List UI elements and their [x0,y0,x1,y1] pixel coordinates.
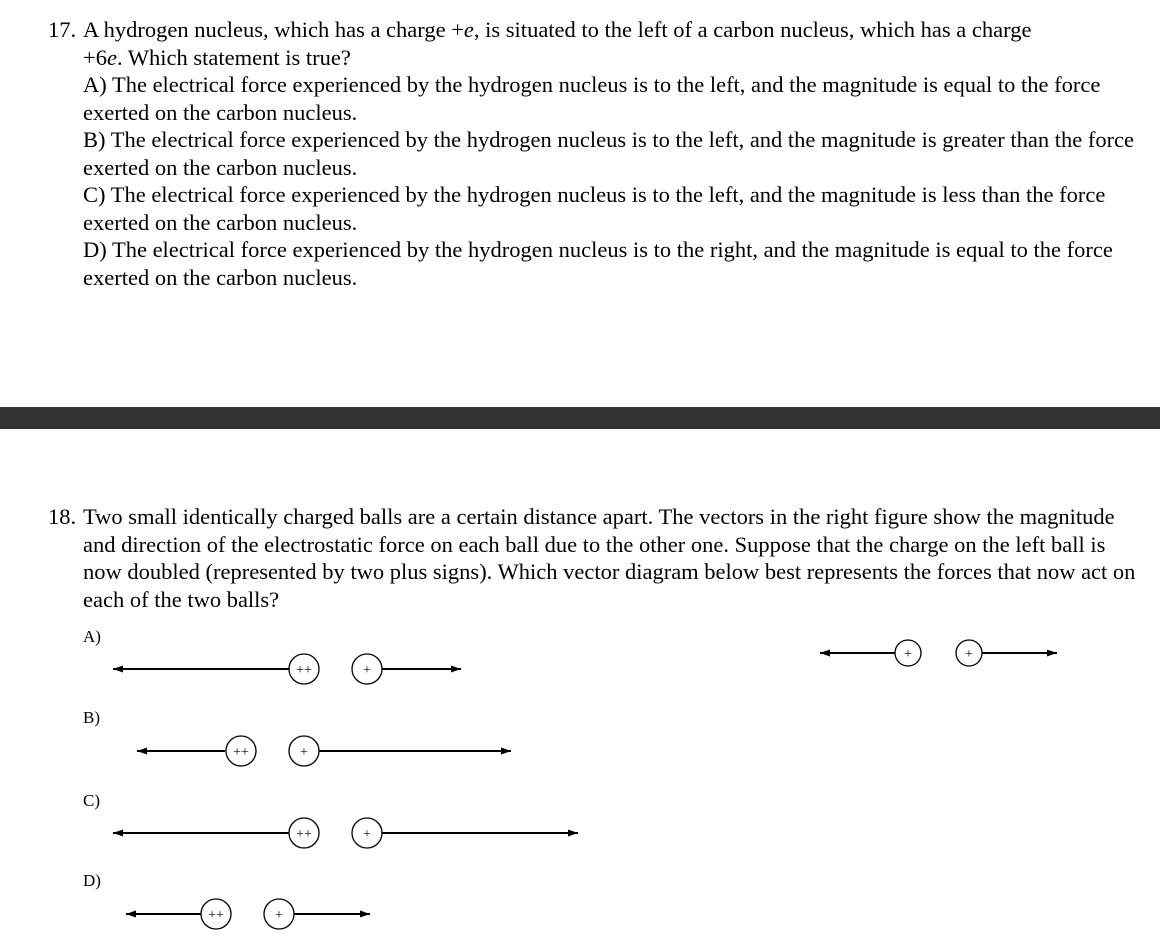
option-a-label: A) [83,627,101,646]
stem-text: +6 [83,44,107,70]
question-17-option-b: B) The electrical force experienced by the hydrogen nucleus is to the left, and the magnitude is greater than the force exerted on the carbon nucleus. [83,127,1135,180]
option-b-label: B) [83,708,100,727]
stem-symbol: e [106,44,117,70]
option-d-left-charge: ++ [208,908,224,923]
stem-text: , is situated to the left of a carbon nucleus, which has a charge [473,17,1032,42]
question-17-number: 17. [48,17,77,42]
question-17-option-c: C) The electrical force experienced by the hydrogen nucleus is to the left, and the magnitude is less than the force exerted on the carbon nucleus. [83,182,1106,235]
stem-text: . Which statement is true? [116,44,351,70]
option-c-right-charge: + [363,827,371,842]
option-a-left-charge: ++ [296,663,312,678]
option-d-label: D) [83,871,101,890]
question-17-option-d: D) The electrical force experienced by the hydrogen nucleus is to the right, and the magnitude is equal to the force exerted on the carbon nucleus. [83,237,1113,290]
stem-text: Two small identically charged balls are a certain distance apart. The vectors in the right figure show the magnitude and direction of the electrostatic force on each ball due to the other one. Suppose that the charge on the left ball is now doubled (represented by two plus signs). Which vector diagram below best represents the forces that now act on each of the two balls? [83,504,1136,612]
question-18-number: 18. [48,504,77,529]
option-a-right-charge: + [363,663,371,678]
reference-figure [820,640,1057,666]
option-b-left-charge: ++ [233,745,249,760]
stem-text: A hydrogen nucleus, which has a charge + [83,17,464,42]
reference-right-charge: + [965,647,973,662]
option-c-diagram [83,791,578,848]
question-17-option-a: A) The electrical force experienced by the hydrogen nucleus is to the left, and the magnitude is equal to the force exerted on the carbon nucleus. [83,72,1101,125]
option-c-left-charge: ++ [296,827,312,842]
reference-left-charge: + [904,647,912,662]
option-d-diagram [83,871,370,929]
stem-symbol: e [463,17,474,42]
option-d-right-charge: + [275,908,283,923]
option-b-diagram [83,708,511,766]
option-a-diagram [83,627,461,684]
option-c-label: C) [83,791,100,810]
option-b-right-charge: + [300,745,308,760]
